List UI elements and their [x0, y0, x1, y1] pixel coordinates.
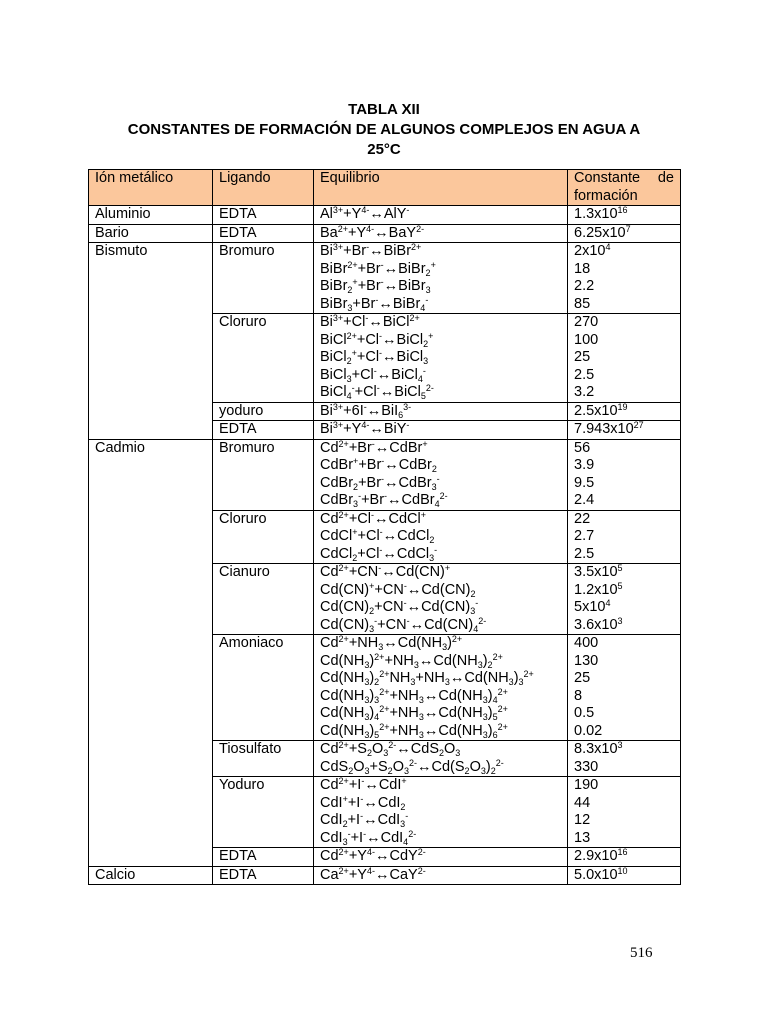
- ligand-name: Yoduro: [219, 777, 265, 793]
- constant-value: $3.6x10^3$: [574, 615, 623, 633]
- equilibrium-line: $Al^{3+}+Y^{4-}\leftrightarrow AlY^-$: [320, 205, 410, 222]
- table-row: [89, 866, 681, 885]
- constant-value: 13: [574, 829, 591, 846]
- constant-value: 22: [574, 510, 591, 527]
- constant-value: 8: [574, 687, 583, 704]
- equilibrium-line: BiBr$^{2+}$+Br-↔BiBr$_2$+: [320, 259, 436, 278]
- equilibrium-cell: [314, 848, 568, 867]
- constant-value: 2.7: [574, 528, 595, 544]
- equilibrium-line: $Cd(NH_3)_3^{2+}+NH_3\leftrightarrow Cd(NH_3)_4^{2+}$: [320, 686, 508, 705]
- ligand-cell: [213, 866, 314, 885]
- ion-name: Aluminio: [95, 206, 151, 222]
- ligand-name: EDTA: [219, 866, 257, 883]
- equilibrium-line: $Cd(CN)_3^-+CN^-\leftrightarrow Cd(CN)_4^{2-}$: [320, 615, 487, 634]
- constant-value: 3.2: [574, 384, 595, 400]
- constant-value: 270: [574, 314, 599, 330]
- ligand-cell: [213, 439, 314, 510]
- table-number: TABLA XII: [348, 101, 420, 118]
- ion-name: Bismuto: [95, 243, 148, 259]
- constant-cell: [568, 421, 681, 440]
- constant-cell: [568, 243, 681, 314]
- equilibrium-line: $Cd^{2+}+Br^-\leftrightarrow CdBr^+$: [320, 439, 428, 456]
- equilibrium-line: $Bi^{3+}+Y^{4-}\leftrightarrow BiY^-$: [320, 420, 410, 437]
- constant-cell: [568, 564, 681, 635]
- equilibrium-cell: [314, 741, 568, 777]
- constant-value: 0.5: [574, 705, 595, 721]
- ligand-cell: [213, 777, 314, 848]
- table-header-row: [89, 170, 681, 206]
- constant-cell: [568, 402, 681, 421]
- equilibrium-line: $Cd(NH_3)_2^{2+}NH_3+NH_3\leftrightarrow Cd(NH_3)_3^{2+}$: [320, 669, 534, 687]
- equilibrium-line: $Cd(NH_3)_5^{2+}+NH_3\leftrightarrow Cd(NH_3)_6^{2+}$: [320, 721, 508, 740]
- header-constant-de: de: [657, 170, 674, 186]
- ligand-name: EDTA: [219, 206, 257, 222]
- constant-value: 12: [574, 812, 591, 828]
- ion-cell: [89, 243, 213, 440]
- constant-value: 2.2: [574, 278, 595, 294]
- constant-cell: [568, 848, 681, 867]
- equilibrium-line: BiBr$_3$+Br-↔BiBr$_4$-: [320, 294, 429, 313]
- equilibrium-line: CdI$_2$+I-↔CdI$_3$-: [320, 811, 409, 829]
- ligand-name: EDTA: [219, 848, 257, 864]
- constant-cell: [568, 314, 681, 403]
- equilibrium-line: CdCl++Cl-↔CdCl$_2$: [320, 527, 435, 545]
- equilibrium-line: CdBr++Br-↔CdBr$_2$: [320, 456, 437, 474]
- constant-value: 400: [574, 635, 599, 651]
- equilibrium-line: $Cd^{2+}+CN^-\leftrightarrow Cd(CN)^+$: [320, 563, 451, 580]
- equilibrium-line: BiCl$_2$++Cl-↔BiCl$_3$: [320, 348, 429, 366]
- ion-name: Calcio: [95, 866, 136, 883]
- equilibrium-cell: [314, 224, 568, 243]
- ligand-name: Bromuro: [219, 439, 275, 456]
- constant-value: $6.25x10^7$: [574, 224, 631, 241]
- constant-cell: [568, 635, 681, 741]
- equilibrium-line: BiCl$_4$-+Cl-↔BiCl$_5^{2-}$: [320, 383, 434, 401]
- constant-value: 2.5: [574, 366, 595, 383]
- equilibrium-line: $Cd(CN)_2+CN^-\leftrightarrow Cd(CN)_3^-$: [320, 598, 479, 616]
- equilibrium-line: $Cd^{2+}+S_2O_3^{2-}\leftrightarrow CdS_2O_3$: [320, 740, 461, 758]
- header-constant: [568, 170, 681, 206]
- equilibrium-line: $Cd(NH_3)^{2+}+NH_3\leftrightarrow Cd(NH_3)_2^{2+}$: [320, 651, 503, 670]
- ion-name: Bario: [95, 224, 129, 241]
- equilibrium-line: $Cd(NH_3)_4^{2+}+NH_3\leftrightarrow Cd(NH_3)_5^{2+}$: [320, 704, 508, 722]
- constant-value: $2.9x10^{16}$: [574, 847, 628, 864]
- equilibrium-line: $Bi^{3+}+6I^-\leftrightarrow BiI_6^{3-}$: [320, 402, 412, 420]
- table-body: [89, 206, 681, 885]
- ligand-name: Cloruro: [219, 314, 267, 330]
- equilibrium-line: $Cd^{2+}+Y^{4-}\leftrightarrow CdY^{2-}$: [320, 847, 426, 864]
- ligand-name: Cloruro: [219, 510, 267, 527]
- ligand-name: Bromuro: [219, 243, 275, 259]
- constant-cell: [568, 510, 681, 564]
- table-title: CONSTANTES DE FORMACIÓN DE ALGUNOS COMPLEJOS EN AGUA A: [127, 121, 641, 138]
- constant-value: 3.9: [574, 457, 595, 473]
- constant-value: 330: [574, 758, 599, 775]
- equilibrium-cell: [314, 510, 568, 564]
- header-ion: Ión metálico: [89, 170, 213, 206]
- equilibrium-line: $Ca^{2+}+Y^{4-}\leftrightarrow CaY^{2-}$: [320, 866, 426, 883]
- page-number: 516: [630, 945, 653, 961]
- equilibrium-line: BiBr$_2$++Br-↔BiBr$_3$: [320, 277, 431, 295]
- constant-value: $1.2x10^5$: [574, 580, 623, 598]
- ion-cell: [89, 224, 213, 243]
- table-title-block: [88, 100, 680, 160]
- ligand-cell: [213, 224, 314, 243]
- equilibrium-line: $Bi^{3+}+Cl^-\leftrightarrow BiCl^{2+}$: [320, 313, 420, 330]
- constant-value: 18: [574, 260, 591, 277]
- equilibrium-cell: [314, 314, 568, 403]
- ion-name: Cadmio: [95, 439, 145, 456]
- ligand-cell: [213, 635, 314, 741]
- constant-value: 85: [574, 295, 591, 312]
- constant-value: 190: [574, 777, 599, 793]
- constant-value: 100: [574, 331, 599, 348]
- constant-value: 2.5: [574, 545, 595, 562]
- equilibrium-line: CdBr$_3$-+Br-↔CdBr$_4^{2-}$: [320, 491, 448, 509]
- constant-value: $5.0x10^{10}$: [574, 866, 628, 883]
- equilibrium-line: BiCl$^{2+}$+Cl-↔BiCl$_2$+: [320, 330, 434, 349]
- equilibrium-line: $Cd^{2+}+NH_3\leftrightarrow Cd(NH_3)^{2+}$: [320, 634, 463, 652]
- ligand-cell: [213, 421, 314, 440]
- table-title-temperature: 25°C: [367, 141, 401, 158]
- constant-value: $5x10^4$: [574, 598, 611, 615]
- constant-cell: [568, 866, 681, 885]
- equilibrium-line: $Bi^{3+}+Br^-\leftrightarrow BiBr^{2+}$: [320, 242, 422, 259]
- ligand-cell: [213, 741, 314, 777]
- header-ligand: Ligando: [213, 170, 314, 206]
- ligand-cell: [213, 314, 314, 403]
- equilibrium-cell: [314, 421, 568, 440]
- ion-cell: [89, 866, 213, 885]
- equilibrium-cell: [314, 635, 568, 741]
- equilibrium-line: BiCl$_3$+Cl-↔BiCl$_4$-: [320, 365, 426, 384]
- formation-constants-table: [88, 169, 681, 885]
- constant-value: $3.5x10^5$: [574, 563, 623, 580]
- constant-value: 2.4: [574, 492, 595, 508]
- constant-value: 25: [574, 349, 591, 365]
- ligand-name: EDTA: [219, 421, 257, 437]
- constant-value: 0.02: [574, 722, 603, 739]
- constant-cell: [568, 439, 681, 510]
- header-equilibrium: Equilibrio: [314, 170, 568, 206]
- constant-cell: [568, 206, 681, 225]
- header-constant-formation: formación: [574, 187, 638, 204]
- ligand-cell: [213, 243, 314, 314]
- constant-value: $2.5x10^{19}$: [574, 402, 628, 419]
- ligand-name: yoduro: [219, 402, 264, 419]
- equilibrium-cell: [314, 402, 568, 421]
- equilibrium-cell: [314, 866, 568, 885]
- constant-value: $7.943x10^{27}$: [574, 420, 644, 437]
- constant-value: 44: [574, 794, 591, 811]
- ion-cell: [89, 206, 213, 225]
- equilibrium-cell: [314, 439, 568, 510]
- ligand-cell: [213, 848, 314, 867]
- constant-value: $2x10^4$: [574, 242, 611, 259]
- constant-value: $8.3x10^3$: [574, 740, 623, 757]
- table-row: [89, 243, 681, 314]
- ligand-cell: [213, 402, 314, 421]
- table-row: [89, 439, 681, 510]
- ligand-name: Tiosulfato: [219, 741, 282, 757]
- equilibrium-line: $Cd(CN)^++CN^-\leftrightarrow Cd(CN)_2$: [320, 580, 476, 599]
- constant-value: 130: [574, 652, 599, 669]
- constant-cell: [568, 224, 681, 243]
- ligand-name: Amoniaco: [219, 635, 284, 651]
- equilibrium-line: CdBr$_2$+Br-↔CdBr$_3$-: [320, 473, 440, 492]
- equilibrium-line: $Cd^{2+}+Cl^-\leftrightarrow CdCl^+$: [320, 510, 426, 527]
- ligand-name: Cianuro: [219, 564, 270, 580]
- table-row: [89, 206, 681, 225]
- ligand-cell: [213, 510, 314, 564]
- constant-cell: [568, 777, 681, 848]
- equilibrium-line: CdI$_3$-+I-↔CdI$_4^{2-}$: [320, 828, 417, 847]
- header-constant-word: Constante: [574, 170, 641, 186]
- table-row: [89, 224, 681, 243]
- equilibrium-cell: [314, 564, 568, 635]
- equilibrium-line: CdI++I-↔CdI$_2$: [320, 793, 406, 812]
- ligand-cell: [213, 206, 314, 225]
- equilibrium-cell: [314, 243, 568, 314]
- equilibrium-line: $Cd^{2+}+I^-\leftrightarrow CdI^+$: [320, 776, 407, 793]
- equilibrium-cell: [314, 777, 568, 848]
- constant-value: $1.3x10^{16}$: [574, 205, 628, 222]
- ion-cell: [89, 439, 213, 866]
- constant-value: 9.5: [574, 474, 595, 491]
- constant-cell: [568, 741, 681, 777]
- equilibrium-line: $CdS_2O_3+S_2O_3^{2-}\leftrightarrow Cd(S_2O_3)_2^{2-}$: [320, 757, 504, 776]
- equilibrium-line: CdCl$_2$+Cl-↔CdCl$_3$-: [320, 544, 438, 563]
- constant-value: 56: [574, 439, 591, 456]
- constant-value: 25: [574, 670, 591, 686]
- equilibrium-cell: [314, 206, 568, 225]
- ligand-cell: [213, 564, 314, 635]
- equilibrium-line: $Ba^{2+}+Y^{4-}\leftrightarrow BaY^{2-}$: [320, 224, 425, 241]
- ligand-name: EDTA: [219, 224, 257, 241]
